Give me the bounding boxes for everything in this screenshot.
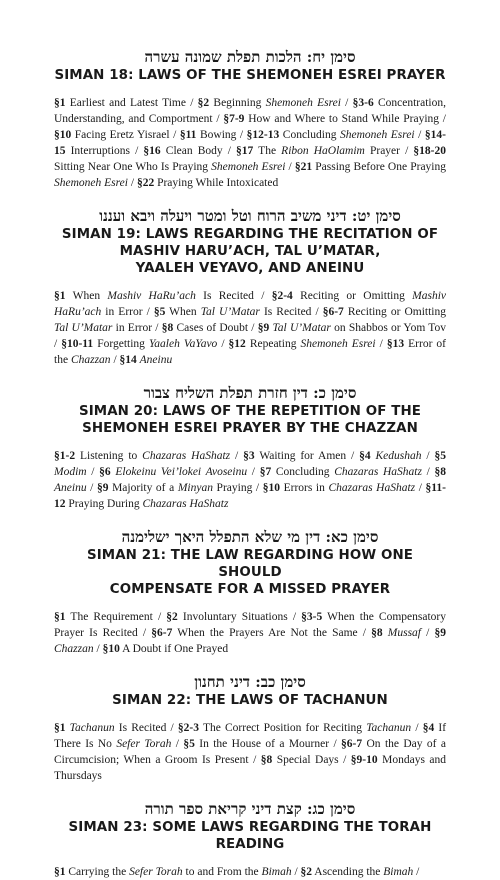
- contents-text: In the House of a Mourner /: [194, 738, 342, 750]
- siman-section: [54, 207, 446, 368]
- section-contents-paragraph: [54, 864, 446, 880]
- paragraph-number: §11: [179, 129, 197, 141]
- transliterated-term: Chazaras HaShatz: [328, 482, 416, 494]
- contents-text: /: [285, 161, 295, 173]
- siman-title: [54, 819, 446, 853]
- transliterated-term: Shemoneh Esrei: [211, 161, 286, 173]
- paragraph-number: §14: [119, 354, 137, 366]
- paragraph-number: §16: [143, 145, 161, 157]
- transliterated-term: Tal U’Matar: [200, 306, 260, 318]
- siman-title-line: SHEMONEH ESREI PRAYER BY THE CHAZZAN: [82, 421, 418, 436]
- contents-text: /: [110, 354, 120, 366]
- contents-text: Beginning: [209, 97, 266, 109]
- contents-text: Earliest and Latest Time /: [65, 97, 198, 109]
- paragraph-number: §3-5: [301, 611, 323, 623]
- siman-title-line: SIMAN 21: THE LAW REGARDING HOW ONE SHOULD: [86, 548, 414, 580]
- contents-text: The: [253, 145, 282, 157]
- transliterated-term: Shemoneh Esrei: [300, 338, 376, 350]
- paragraph-number: §10: [262, 482, 280, 494]
- transliterated-term: Modim: [54, 466, 87, 478]
- contents-text: /: [421, 627, 435, 639]
- contents-text: in Error /: [112, 322, 162, 334]
- siman-section: [54, 673, 446, 784]
- paragraph-number: §10: [54, 129, 72, 141]
- transliterated-term: Tachanun: [69, 722, 115, 734]
- transliterated-term: Chazaras HaShatz: [334, 466, 422, 478]
- paragraph-number: §9: [96, 482, 109, 494]
- siman-title: [54, 226, 446, 277]
- paragraph-number: §6-7: [151, 627, 173, 639]
- transliterated-term: Chazzan: [54, 643, 94, 655]
- contents-text: /: [86, 482, 97, 494]
- contents-text: /: [413, 866, 420, 878]
- paragraph-number: §7: [259, 466, 272, 478]
- paragraph-number: §8: [371, 627, 383, 639]
- contents-text: Forgetting: [93, 338, 149, 350]
- contents-text: How and Where to Stand While Praying /: [244, 113, 446, 125]
- contents-text: Ascending the: [312, 866, 384, 878]
- siman-title-line: MASHIV HARU’ACH, TAL U’MATAR,: [119, 244, 381, 259]
- contents-text: Prayer /: [364, 145, 414, 157]
- siman-title: [54, 692, 446, 709]
- contents-text: Majority of a: [108, 482, 178, 494]
- paragraph-number: §2-4: [271, 290, 293, 302]
- hebrew-heading: סימן יח: הלכות תפלת שמונה עשרה: [144, 48, 356, 66]
- contents-text: Praying During: [65, 498, 143, 510]
- siman-title: [54, 547, 446, 598]
- hebrew-heading: סימן יט: דיני משיב הרוח וטל ומטר ויעלה ויבא ועננו: [99, 207, 401, 225]
- contents-text: Bowing /: [196, 129, 247, 141]
- section-contents-paragraph: [54, 720, 446, 784]
- contents-text: When the Prayers Are Not the Same /: [172, 627, 372, 639]
- transliterated-term: Elokeinu Vei’lokei Avoseinu: [115, 466, 248, 478]
- siman-list: [54, 48, 446, 880]
- contents-text: /: [128, 177, 137, 189]
- transliterated-term: Minyan: [177, 482, 213, 494]
- paragraph-number: §12-13: [246, 129, 280, 141]
- contents-text: On the Day of a Circumcision; When a Groom Is Present /: [54, 738, 446, 766]
- transliterated-term: Bimah: [383, 866, 414, 878]
- contents-text: /: [375, 338, 387, 350]
- siman-title-line: SIMAN 19: LAWS REGARDING THE RECITATION OF: [61, 227, 439, 242]
- contents-text: /: [171, 738, 184, 750]
- contents-text: Interruptions /: [65, 145, 144, 157]
- contents-text: When: [65, 290, 108, 302]
- paragraph-number: §6: [99, 466, 111, 478]
- paragraph-number: §10-11: [61, 338, 94, 350]
- paragraph-number: §14-15: [54, 129, 446, 157]
- contents-text: on Shabbos or Yom Tov /: [54, 322, 447, 350]
- contents-text: Is Recited /: [195, 290, 272, 302]
- section-contents-paragraph: [54, 288, 446, 368]
- contents-text: /: [291, 866, 301, 878]
- contents-text: /: [340, 97, 353, 109]
- contents-text: Carrying the: [65, 866, 130, 878]
- siman-title-line: SIMAN 22: THE LAWS OF TACHANUN: [112, 693, 388, 708]
- paragraph-number: §2: [197, 97, 210, 109]
- paragraph-number: §1: [54, 97, 66, 109]
- contents-text: The Requirement /: [65, 611, 167, 623]
- paragraph-number: §4: [359, 450, 371, 462]
- contents-text: /: [415, 482, 426, 494]
- siman-title-line: YAALEH VEYAVO, AND ANEINU: [135, 261, 365, 276]
- contents-text: Cases of Doubt /: [173, 322, 258, 334]
- contents-text: A Doubt if One Prayed: [119, 643, 229, 655]
- section-contents-paragraph: [54, 609, 446, 657]
- contents-text: Concluding: [271, 466, 335, 478]
- transliterated-term: Yaaleh VaYavo: [148, 338, 218, 350]
- contents-text: Involuntary Situations /: [177, 611, 302, 623]
- transliterated-term: Tachanun: [366, 722, 412, 734]
- paragraph-number: §6-7: [341, 738, 363, 750]
- paragraph-number: §13: [386, 338, 405, 350]
- contents-text: /: [421, 450, 435, 462]
- hebrew-heading: סימן כא: דין מי שלא התפלל היאך ישלימנה: [121, 528, 379, 546]
- contents-text: Facing Eretz Yisrael /: [71, 129, 180, 141]
- paragraph-number: §3-6: [352, 97, 374, 109]
- siman-section: [54, 48, 446, 191]
- contents-text: Repeating: [245, 338, 301, 350]
- contents-text: Waiting for Amen /: [254, 450, 360, 462]
- contents-text: Is Recited /: [259, 306, 323, 318]
- transliterated-term: Mashiv HaRu’ach: [107, 290, 196, 302]
- contents-text: Concentration, Understanding, and Comportment /: [54, 97, 446, 125]
- paragraph-number: §9: [257, 322, 270, 334]
- transliterated-term: Chazzan: [70, 354, 111, 366]
- contents-text: Reciting or Omitting: [292, 290, 413, 302]
- transliterated-term: Mussaf: [387, 627, 422, 639]
- transliterated-term: Chazaras HaShatz: [142, 450, 231, 462]
- paragraph-number: §5: [434, 450, 447, 462]
- contents-text: Passing Before One Praying: [312, 161, 446, 173]
- section-contents-paragraph: [54, 95, 446, 191]
- transliterated-term: Bimah: [261, 866, 292, 878]
- contents-text: If There Is No: [54, 722, 447, 750]
- siman-title-line: SIMAN 20: LAWS OF THE REPETITION OF THE: [78, 404, 422, 419]
- contents-text: Is Recited /: [114, 722, 178, 734]
- paragraph-number: §2: [300, 866, 313, 878]
- contents-text: When the Compensatory Prayer Is Recited /: [54, 611, 447, 639]
- paragraph-number: §17: [236, 145, 254, 157]
- siman-title-line: SIMAN 18: LAWS OF THE SHEMONEH ESREI PRAYER: [54, 68, 446, 83]
- transliterated-term: Chazaras HaShatz: [142, 498, 229, 510]
- contents-text: to and From the: [182, 866, 262, 878]
- paragraph-number: §22: [136, 177, 155, 189]
- transliterated-term: Sefer Torah: [116, 738, 172, 750]
- paragraph-number: §7-9: [223, 113, 245, 125]
- contents-text: in Error /: [101, 306, 154, 318]
- contents-text: Error of the: [54, 338, 446, 366]
- contents-text: Special Days /: [272, 754, 351, 766]
- paragraph-number: §5: [153, 306, 166, 318]
- contents-text: /: [217, 338, 229, 350]
- paragraph-number: §10: [102, 643, 120, 655]
- paragraph-number: §9: [434, 627, 447, 639]
- paragraph-number: §18-20: [413, 145, 446, 157]
- siman-title: [54, 403, 446, 437]
- transliterated-term: Shemoneh Esrei: [339, 129, 415, 141]
- hebrew-heading: סימן כג: קצת דיני קריאת ספר תורה: [144, 800, 356, 818]
- paragraph-number: §1: [54, 611, 66, 623]
- paragraph-number: §5: [183, 738, 195, 750]
- contents-text: Reciting or Omitting: [343, 306, 446, 318]
- siman-title-line: COMPENSATE FOR A MISSED PRAYER: [109, 582, 391, 597]
- paragraph-number: §12: [228, 338, 246, 350]
- contents-text: /: [414, 129, 425, 141]
- paragraph-number: §11-12: [54, 482, 446, 510]
- contents-text: Mondays and Thursdays: [54, 754, 446, 782]
- paragraph-number: §8: [434, 466, 447, 478]
- paragraph-number: §6-7: [322, 306, 344, 318]
- contents-text: /: [86, 466, 100, 478]
- contents-text: Clean Body /: [160, 145, 237, 157]
- paragraph-number: §1: [54, 866, 66, 878]
- siman-title-line: SIMAN 23: SOME LAWS REGARDING THE TORAH READING: [68, 820, 432, 852]
- paragraph-number: §8: [260, 754, 273, 766]
- siman-title: [54, 67, 446, 84]
- paragraph-number: §1: [54, 290, 66, 302]
- transliterated-term: Shemoneh Esrei: [265, 97, 341, 109]
- contents-text: /: [230, 450, 244, 462]
- contents-text: Praying While Intoxicated: [154, 177, 279, 189]
- paragraph-number: §1: [54, 722, 66, 734]
- siman-section: [54, 384, 446, 512]
- transliterated-term: Aneinu: [139, 354, 173, 366]
- paragraph-number: §9-10: [350, 754, 378, 766]
- siman-section: [54, 800, 446, 880]
- contents-text: Errors in: [279, 482, 329, 494]
- transliterated-term: Shemoneh Esrei: [54, 177, 128, 189]
- transliterated-term: Kedushah: [375, 450, 422, 462]
- paragraph-number: §1-2: [54, 450, 76, 462]
- transliterated-term: Tal U’Matar: [272, 322, 331, 334]
- hebrew-heading: סימן כ: דין חזרת תפלת השליח צבור: [143, 384, 357, 402]
- contents-text: Sitting Near One Who Is Praying: [54, 161, 212, 173]
- siman-section: [54, 528, 446, 657]
- contents-text: /: [421, 466, 435, 478]
- contents-text: /: [247, 466, 260, 478]
- transliterated-term: Sefer Torah: [129, 866, 183, 878]
- transliterated-term: Mashiv HaRu’ach: [54, 290, 447, 318]
- transliterated-term: Ribon HaOlamim: [281, 145, 365, 157]
- contents-text: The Correct Position for Reciting: [199, 722, 367, 734]
- paragraph-number: §2-3: [177, 722, 199, 734]
- paragraph-number: §21: [294, 161, 313, 173]
- contents-text: /: [411, 722, 423, 734]
- contents-text: Concluding: [279, 129, 340, 141]
- paragraph-number: §3: [243, 450, 255, 462]
- contents-text: When: [165, 306, 201, 318]
- paragraph-number: §4: [422, 722, 435, 734]
- contents-text: /: [93, 643, 103, 655]
- hebrew-heading: סימן כב: דיני תחנון: [194, 673, 306, 691]
- transliterated-term: Tal U’Matar: [54, 322, 113, 334]
- paragraph-number: §8: [161, 322, 174, 334]
- section-contents-paragraph: [54, 448, 446, 512]
- transliterated-term: Aneinu: [54, 482, 87, 494]
- contents-text: Praying /: [212, 482, 263, 494]
- paragraph-number: §2: [166, 611, 178, 623]
- contents-text: Listening to: [75, 450, 143, 462]
